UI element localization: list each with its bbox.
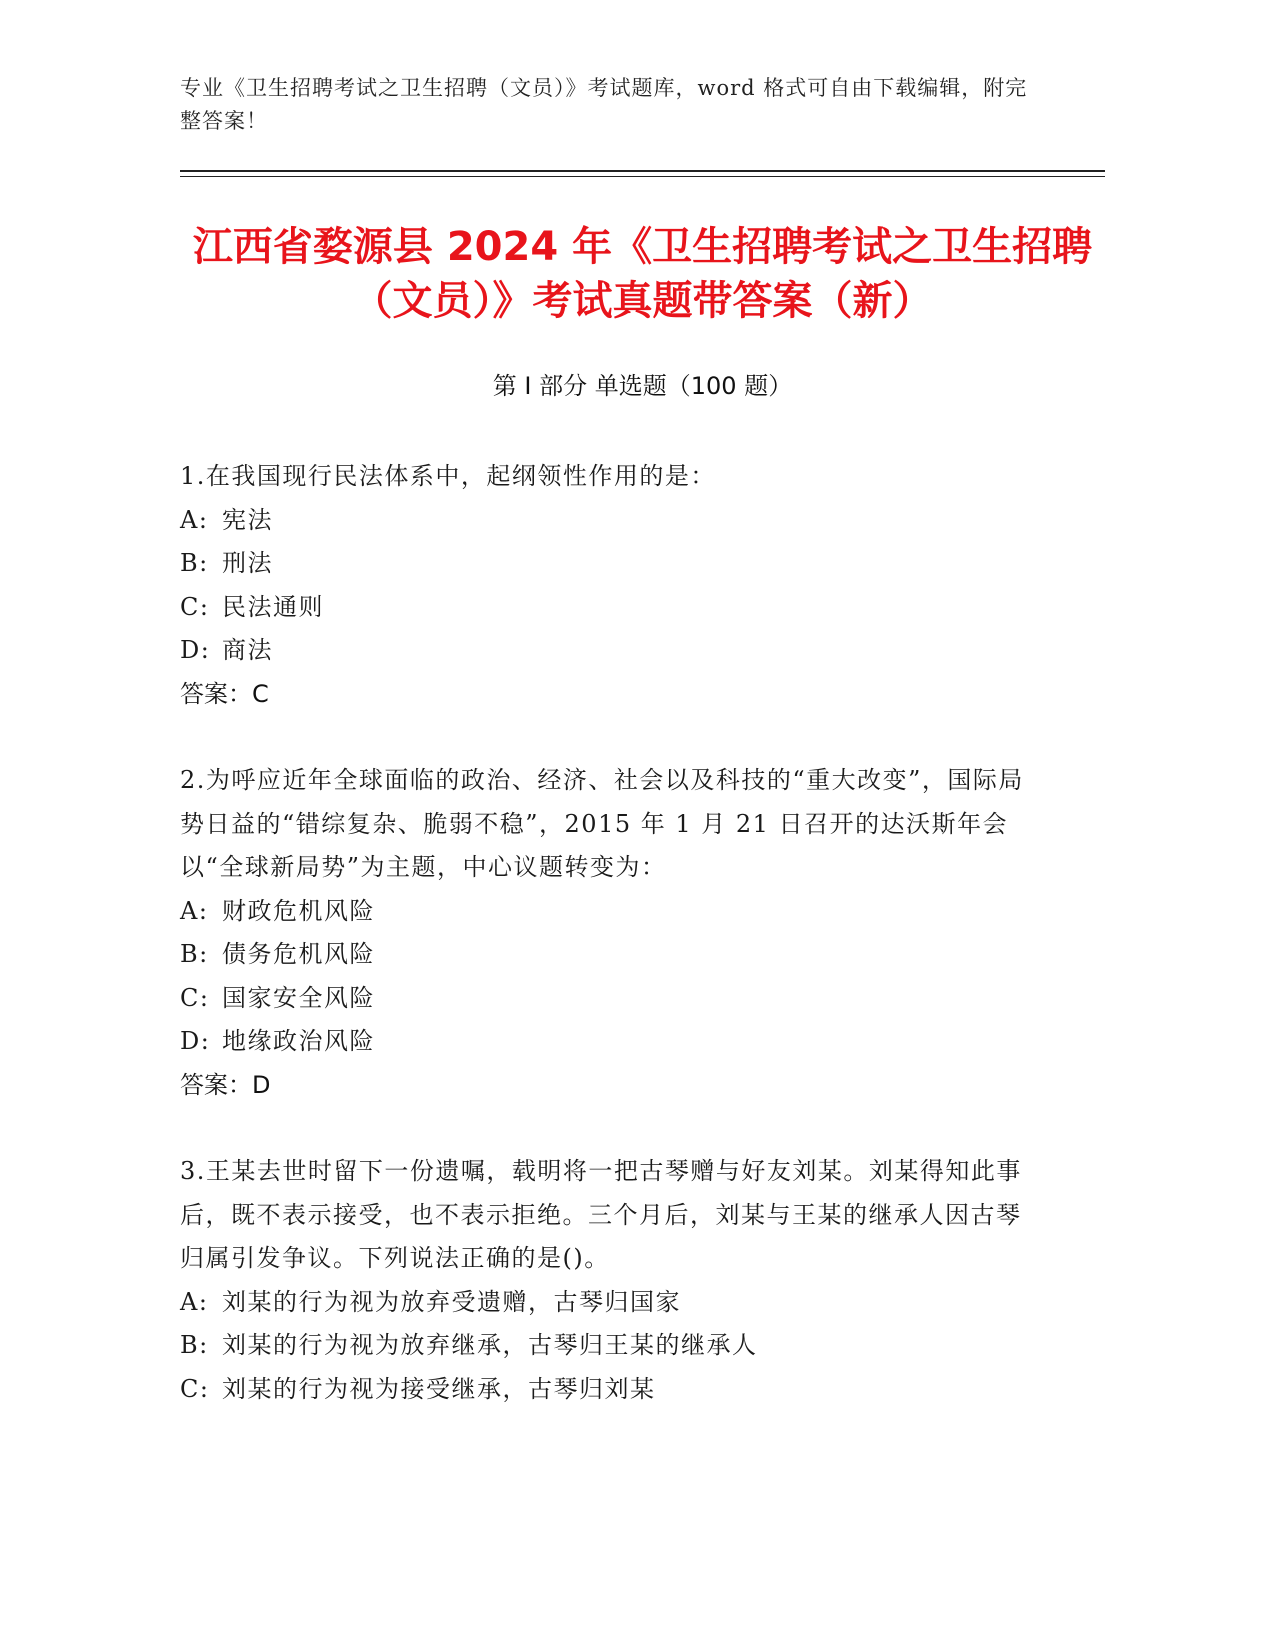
question-stem: 3.王某去世时留下一份遗嘱，载明将一把古琴赠与好友刘某。刘某得知此事后，既不表示接受，也不表示拒绝。三个月后，刘某与王某的继承人因古琴归属引发争议。下列说法正确的是()。 — [180, 1157, 1022, 1272]
question-stem: 2.为呼应近年全球面临的政治、经济、社会以及科技的“重大改变”，国际局势日益的“错综复杂、脆弱不稳”，2015 年 1 月 21 日召开的达沃斯年会以“全球新局势”为主题，中心议题转变为： — [180, 766, 1024, 881]
option-key: B: — [180, 940, 209, 968]
option-text: 国家安全风险 — [222, 983, 375, 1012]
option-text: 商法 — [222, 636, 273, 664]
question-1 — [180, 455, 1105, 716]
option-b — [180, 933, 1105, 977]
option-key: A: — [180, 1287, 209, 1316]
option-b — [180, 1324, 1105, 1368]
option-text: 刘某的行为视为放弃受遗赠，古琴归国家 — [222, 1287, 681, 1316]
question-3 — [180, 1150, 1105, 1411]
option-text: 刘某的行为视为放弃继承，古琴归王某的继承人 — [222, 1331, 758, 1359]
question-list — [180, 455, 1105, 1454]
option-key: C: — [180, 592, 210, 621]
option-b — [180, 542, 1105, 586]
option-a — [180, 499, 1105, 543]
option-key: A: — [180, 505, 209, 534]
header-note: 专业《卫生招聘考试之卫生招聘（文员）》考试题库，word 格式可自由下载编辑，附完整答案！ — [180, 76, 1028, 133]
option-c — [180, 586, 1105, 630]
option-text: 宪法 — [222, 505, 273, 534]
header-rule-thick — [180, 170, 1105, 172]
option-text: 地缘政治风险 — [222, 1027, 375, 1055]
option-key: B: — [180, 549, 209, 577]
option-a — [180, 1281, 1105, 1325]
answer-line: 答案：D — [180, 1070, 271, 1099]
option-key: D: — [180, 1027, 211, 1055]
option-key: B: — [180, 1331, 209, 1359]
option-text: 财政危机风险 — [222, 896, 375, 925]
option-text: 民法通则 — [222, 592, 324, 621]
option-key: D: — [180, 636, 211, 664]
option-key: C: — [180, 1374, 210, 1403]
option-key: C: — [180, 983, 210, 1012]
section-heading: 第 I 部分 单选题（100 题） — [492, 372, 793, 400]
question-2 — [180, 759, 1105, 1107]
option-text: 刘某的行为视为接受继承，古琴归刘某 — [222, 1374, 656, 1403]
question-stem: 1.在我国现行民法体系中，起纲领性作用的是： — [180, 462, 716, 490]
option-a — [180, 890, 1105, 934]
option-c — [180, 977, 1105, 1021]
header-rule-thin — [180, 176, 1105, 177]
option-text: 刑法 — [222, 549, 273, 577]
option-d — [180, 629, 1105, 673]
option-text: 债务危机风险 — [222, 940, 375, 968]
answer-line: 答案：C — [180, 679, 269, 708]
option-c — [180, 1368, 1105, 1412]
option-key: A: — [180, 896, 209, 925]
option-d — [180, 1020, 1105, 1064]
document-title: 江西省婺源县 2024 年《卫生招聘考试之卫生招聘（文员）》考试真题带答案（新） — [192, 224, 1093, 324]
